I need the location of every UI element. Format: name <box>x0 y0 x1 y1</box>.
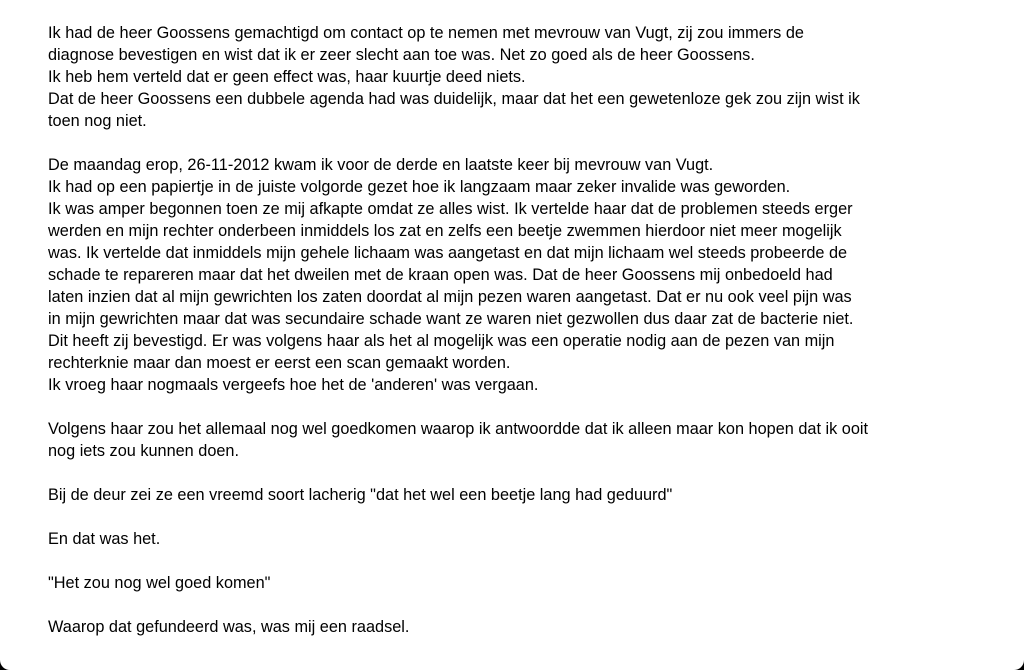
text-line: Ik had de heer Goossens gemachtigd om contact op te nemen met mevrouw van Vugt, zij zou immers de <box>48 24 804 42</box>
text-line: nog iets zou kunnen doen. <box>48 442 240 460</box>
text-line: Waarop dat gefundeerd was, was mij een raadsel. <box>48 618 410 636</box>
text-line: was. Ik vertelde dat inmiddels mijn gehele lichaam was aangetast en dat mijn lichaam wel steeds probeerde de <box>48 244 848 262</box>
paragraph-gap <box>48 132 988 154</box>
paragraph-gap <box>48 396 988 418</box>
text-line: Bij de deur zei ze een vreemd soort lacherig "dat het wel een beetje lang had geduurd" <box>48 486 673 504</box>
text-line: "Het zou nog wel goed komen" <box>48 574 271 592</box>
text-line: werden en mijn rechter onderbeen inmiddels los zat en zelfs een beetje zwemmen hierdoor niet meer mogelijk <box>48 222 842 240</box>
paragraph-gap <box>48 506 988 528</box>
text-line: Volgens haar zou het allemaal nog wel goedkomen waarop ik antwoordde dat ik alleen maar kon hopen dat ik ooit <box>48 420 869 438</box>
text-line: Dat de heer Goossens een dubbele agenda had was duidelijk, maar dat het een gewetenloze gek zou zijn wist ik <box>48 90 860 108</box>
text-line: rechterknie maar dan moest er eerst een scan gemaakt worden. <box>48 354 511 372</box>
text-line: laten inzien dat al mijn gewrichten los zaten doordat al mijn pezen waren aangetast. Dat er nu ook veel pijn was <box>48 288 852 306</box>
document-body <box>48 22 988 638</box>
paragraph-gap <box>48 550 988 572</box>
text-line: En dat was het. <box>48 530 161 548</box>
text-line: diagnose bevestigen en wist dat ik er zeer slecht aan toe was. Net zo goed als de heer Goossens. <box>48 46 755 64</box>
text-line: in mijn gewrichten maar dat was secundaire schade want ze waren niet gezwollen dus daar zat de bacterie niet. <box>48 310 854 328</box>
paragraph-gap <box>48 594 988 616</box>
text-line: De maandag erop, 26-11-2012 kwam ik voor de derde en laatste keer bij mevrouw van Vugt. <box>48 156 714 174</box>
paragraph-gap <box>48 462 988 484</box>
text-line: Ik vroeg haar nogmaals vergeefs hoe het de 'anderen' was vergaan. <box>48 376 539 394</box>
text-line: Dit heeft zij bevestigd. Er was volgens haar als het al mogelijk was een operatie nodig aan de pezen van mijn <box>48 332 835 350</box>
text-line: Ik was amper begonnen toen ze mij afkapte omdat ze alles wist. Ik vertelde haar dat de problemen steeds erger <box>48 200 853 218</box>
text-line: schade te repareren maar dat het dweilen met de kraan open was. Dat de heer Goossens mij onbedoeld had <box>48 266 833 284</box>
text-line: Ik heb hem verteld dat er geen effect was, haar kuurtje deed niets. <box>48 68 526 86</box>
text-line: Ik had op een papiertje in de juiste volgorde gezet hoe ik langzaam maar zeker invalide was geworden. <box>48 178 791 196</box>
text-line: toen nog niet. <box>48 112 147 130</box>
